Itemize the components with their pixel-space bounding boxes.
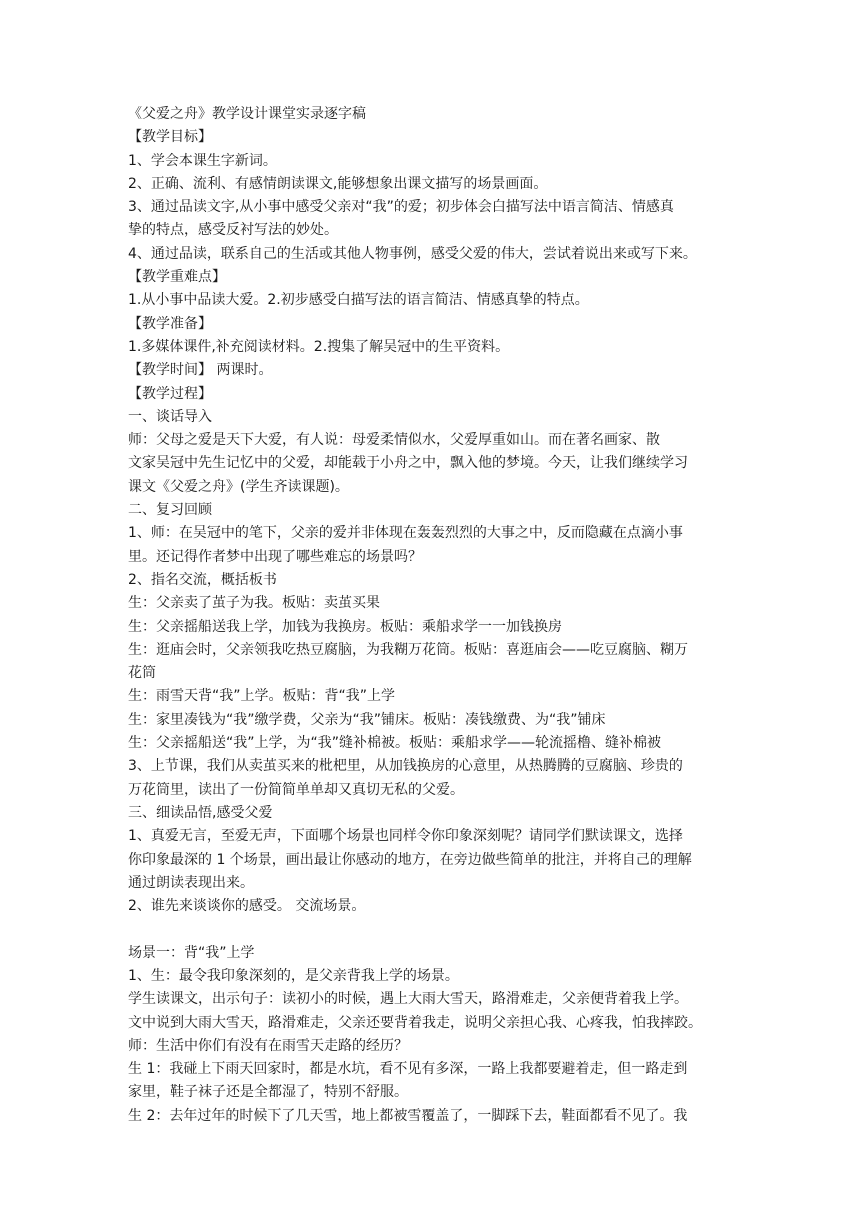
text-line: 3、通过品读文字,从小事中感受父亲对“我”的爱；初步体会白描写法中语言简洁、情感真	[128, 199, 674, 216]
text-line: 1、师：在吴冠中的笔下，父亲的爱并非体现在轰轰烈烈的大事之中，反而隐藏在点滴小事	[128, 525, 683, 542]
section-heading-process: 【教学过程】	[128, 385, 212, 402]
text-line: 师：父母之爱是天下大爱，有人说：母爱柔情似水，父爱厚重如山。而在著名画家、散	[128, 432, 660, 449]
text-line: 2、正确、流利、有感情朗读课文,能够想象出课文描写的场景画面。	[128, 175, 548, 192]
text-line: 1.多媒体课件,补充阅读材料。2.搜集了解吴冠中的生平资料。	[128, 338, 510, 355]
text-line: 生：父亲卖了茧子为我。板贴：卖茧买果	[128, 595, 380, 612]
blank-line	[128, 918, 736, 941]
text-line: 4、通过品读，联系自己的生活或其他人物事例，感受父爱的伟大，尝试着说出来或写下来。	[128, 245, 697, 262]
section-heading-preparation: 【教学准备】	[128, 315, 212, 332]
text-line: 师：生活中你们有没有在雨雪天走路的经历？	[128, 1037, 408, 1054]
section-heading-key-points: 【教学重难点】	[128, 269, 226, 286]
text-line: 通过朗读表现出来。	[128, 874, 254, 891]
document-body	[128, 103, 736, 1128]
document-title: 《父爱之舟》教学设计课堂实录逐字稿	[128, 106, 366, 122]
text-line: 1、生：最令我印象深刻的，是父亲背我上学的场景。	[128, 967, 459, 984]
text-line: 万花筒里，读出了一份简简单单却又真切无私的父爱。	[128, 781, 464, 798]
text-line: 文家吴冠中先生记忆中的父爱，却能载于小舟之中，飘入他的梦境。今天，让我们继续学习	[128, 455, 688, 472]
subsection-heading: 一、谈话导入	[128, 408, 212, 425]
text-line: 生：父亲摇船送我上学，加钱为我换房。板贴：乘船求学一一加钱换房	[128, 618, 562, 635]
text-line: 挚的特点，感受反衬写法的妙处。	[128, 222, 338, 239]
text-line: 生：雨雪天背“我”上学。板贴：背“我”上学	[128, 688, 396, 705]
section-heading-time: 【教学时间】 两课时。	[128, 362, 273, 379]
subsection-heading: 二、复习回顾	[128, 502, 212, 519]
text-line: 课文《父爱之舟》(学生齐读课题)。	[128, 478, 349, 495]
text-line: 生：逛庙会时，父亲领我吃热豆腐脑，为我糊万花筒。板贴：喜逛庙会——吃豆腐脑、糊万	[128, 641, 688, 658]
text-line: 生 1：我碰上下雨天回家时，都是水坑，看不见有多深，一路上我都要避着走，但一路走到	[128, 1061, 688, 1078]
text-line: 1、学会本课生字新词。	[128, 152, 277, 169]
text-line: 生 2：去年过年的时候下了几天雪，地上都被雪覆盖了，一脚踩下去，鞋面都看不见了。我	[128, 1107, 688, 1124]
text-line: 2、指名交流，概括板书	[128, 571, 277, 588]
scene-heading: 场景一：背“我”上学	[128, 944, 255, 961]
text-line: 生：父亲摇船送“我”上学，为“我”缝补棉被。板贴：乘船求学——轮流摇橹、缝补棉被	[128, 735, 662, 752]
text-line: 家里，鞋子袜子还是全都湿了，特别不舒服。	[128, 1084, 408, 1101]
text-line: 2、谁先来谈谈你的感受。 交流场景。	[128, 898, 366, 915]
text-line: 学生读课文，出示句子：读初小的时候，遇上大雨大雪天，路滑难走，父亲便背着我上学。	[128, 991, 688, 1008]
text-line: 1.从小事中品读大爱。2.初步感受白描写法的语言简洁、情感真挚的特点。	[128, 292, 589, 309]
text-line: 1、真爱无言，至爱无声，下面哪个场景也同样令你印象深刻呢？请同学们默读课文，选择	[128, 828, 683, 845]
section-heading-objectives: 【教学目标】	[128, 129, 212, 146]
text-line: 你印象最深的 1 个场景，画出最让你感动的地方，在旁边做些简单的批注，并将自己的理解	[128, 851, 692, 868]
text-line: 花筒	[128, 665, 156, 682]
text-line: 文中说到大雨大雪天，路滑难走，父亲还要背着我走，说明父亲担心我、心疼我，怕我摔跤。	[128, 1014, 702, 1031]
subsection-heading: 三、细读品悟,感受父爱	[128, 804, 273, 821]
text-line: 生：家里凑钱为“我”缴学费，父亲为“我”铺床。板贴：凑钱缴费、为“我”铺床	[128, 711, 606, 728]
text-line: 3、上节课，我们从卖茧买来的枇杷里，从加钱换房的心意里，从热腾腾的豆腐脑、珍贵的	[128, 758, 683, 775]
text-line: 里。还记得作者梦中出现了哪些难忘的场景吗？	[128, 548, 422, 565]
